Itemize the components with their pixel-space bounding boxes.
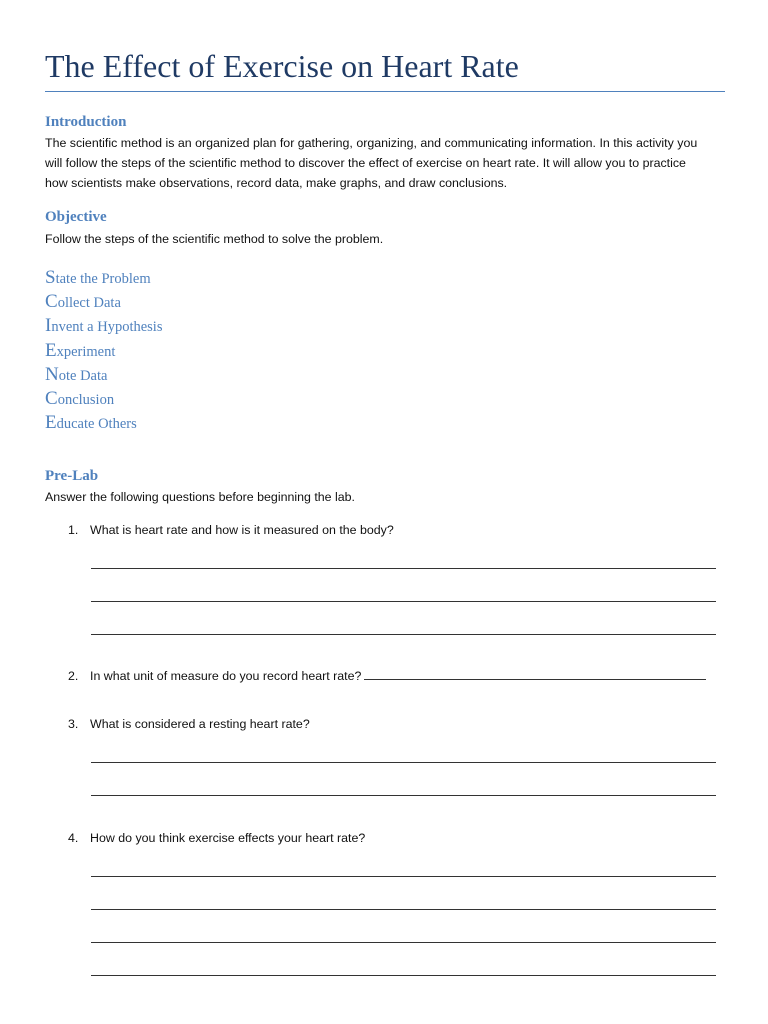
objective-text xyxy=(45,229,735,249)
step-initial: N xyxy=(45,363,59,385)
answer-line[interactable] xyxy=(91,909,716,910)
introduction-line: will follow the steps of the scientific method to discover the effect of exercise on heart rate. It will allow you to practice xyxy=(45,156,686,170)
step-text: tate the Problem xyxy=(55,271,151,287)
objective-line: Follow the steps of the scientific method to solve the problem. xyxy=(45,232,384,246)
answer-line[interactable] xyxy=(91,795,716,796)
introduction-line: The scientific method is an organized plan for gathering, organizing, and communicating information. In this activity you xyxy=(45,136,698,150)
prelab-heading: Pre-Lab xyxy=(45,468,99,484)
step-item xyxy=(45,387,162,411)
step-initial: S xyxy=(45,267,56,288)
question-text: What is heart rate and how is it measured on the body? xyxy=(90,523,394,537)
step-item xyxy=(45,266,162,290)
step-item xyxy=(45,339,162,363)
answer-line[interactable] xyxy=(91,942,716,943)
prelab-instructions xyxy=(45,487,735,507)
step-text: ote Data xyxy=(58,367,108,384)
step-initial: I xyxy=(45,315,52,337)
step-text: onclusion xyxy=(57,391,115,408)
question-text: What is considered a resting heart rate? xyxy=(90,717,310,731)
question-number: 3. xyxy=(68,717,79,731)
introduction-line: how scientists make observations, record data, make graphs, and draw conclusions. xyxy=(45,176,508,190)
introduction-paragraph xyxy=(45,133,735,193)
step-initial: C xyxy=(45,387,58,409)
step-item xyxy=(45,314,162,338)
page-title: The Effect of Exercise on Heart Rate xyxy=(45,48,519,84)
answer-line[interactable] xyxy=(91,876,716,877)
question-text: How do you think exercise effects your heart rate? xyxy=(90,831,366,845)
step-initial: E xyxy=(45,412,57,434)
step-text: nvent a Hypothesis xyxy=(51,319,163,336)
step-initial: C xyxy=(45,291,58,313)
answer-line[interactable] xyxy=(91,634,716,635)
question-number: 4. xyxy=(68,831,79,845)
scientific-method-steps xyxy=(45,266,162,435)
question-number: 1. xyxy=(68,523,79,537)
answer-line[interactable] xyxy=(91,975,716,976)
prelab-instructions-line: Answer the following questions before beginning the lab. xyxy=(45,490,355,504)
question-text: In what unit of measure do you record heart rate? xyxy=(90,669,362,683)
step-text: ducate Others xyxy=(56,416,137,433)
answer-line[interactable] xyxy=(91,568,716,569)
question-1 xyxy=(68,521,394,539)
question-2 xyxy=(68,667,706,685)
step-initial: E xyxy=(45,339,57,361)
step-text: ollect Data xyxy=(57,295,121,312)
question-3 xyxy=(68,715,310,733)
step-text: xperiment xyxy=(56,343,116,360)
question-number: 2. xyxy=(68,669,79,683)
introduction-heading: Introduction xyxy=(45,114,127,130)
step-item xyxy=(45,411,162,435)
step-item xyxy=(45,363,162,387)
objective-heading: Objective xyxy=(45,209,107,225)
question-4 xyxy=(68,829,365,847)
answer-blank[interactable] xyxy=(364,679,706,680)
step-item xyxy=(45,290,162,314)
answer-line[interactable] xyxy=(91,762,716,763)
answer-line[interactable] xyxy=(91,601,716,602)
title-divider xyxy=(45,91,725,92)
